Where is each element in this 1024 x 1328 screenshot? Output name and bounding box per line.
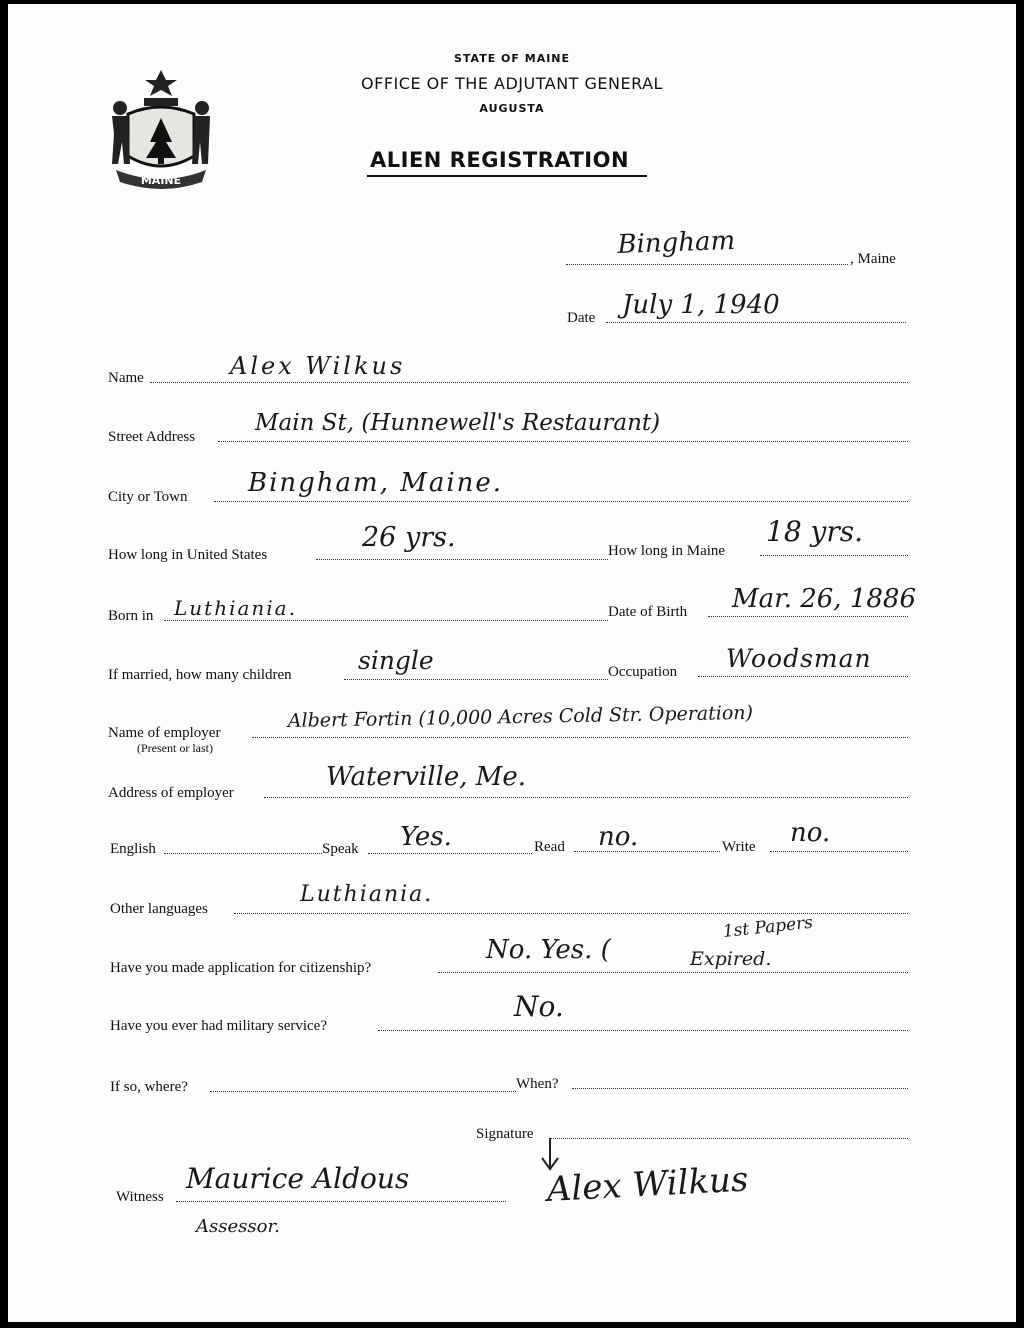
witness-line <box>176 1201 506 1202</box>
citizenship-value[interactable]: No. Yes. ( <box>486 935 611 965</box>
dob-line <box>708 616 908 617</box>
born-in-label: Born in <box>108 608 154 624</box>
when-label: When? <box>516 1076 559 1092</box>
read-line <box>574 851 720 852</box>
speak-line <box>368 853 532 854</box>
married-value[interactable]: single <box>358 646 434 675</box>
occupation-line <box>698 676 908 677</box>
military-line <box>378 1030 908 1031</box>
employer-value[interactable]: Albert Fortin (10,000 Acres Cold Str. Operation) <box>287 701 754 732</box>
name-label: Name <box>108 370 144 386</box>
occupation-value[interactable]: Woodsman <box>726 644 872 673</box>
citizenship-expired[interactable]: Expired. <box>690 948 772 970</box>
name-value[interactable]: Alex Wilkus <box>230 352 406 380</box>
date-label: Date <box>567 310 596 326</box>
employer-note: (Present or last) <box>137 741 213 755</box>
witness-title: Assessor. <box>196 1216 280 1237</box>
date-value[interactable]: July 1, 1940 <box>622 290 780 320</box>
how-long-maine-line <box>760 555 908 556</box>
witness-label: Witness <box>116 1189 164 1205</box>
city-header: AUGUSTA <box>479 102 545 115</box>
town-value[interactable]: Bingham <box>616 225 736 260</box>
married-line <box>344 679 608 680</box>
how-long-us-value[interactable]: 26 yrs. <box>362 522 456 553</box>
employer-address-value[interactable]: Waterville, Me. <box>326 762 527 792</box>
city-value[interactable]: Bingham, Maine. <box>248 468 504 498</box>
other-languages-value[interactable]: Luthiania. <box>300 882 434 907</box>
signature-line <box>550 1138 908 1139</box>
employer-address-line <box>264 797 908 798</box>
where-label: If so, where? <box>110 1079 188 1095</box>
title-underline <box>367 175 647 177</box>
signature-label: Signature <box>476 1126 534 1142</box>
city-label: City or Town <box>108 489 188 505</box>
state-header: STATE OF MAINE <box>453 52 571 65</box>
english-label: English <box>110 841 156 857</box>
city-line <box>214 501 908 502</box>
office-header: OFFICE OF THE ADJUTANT GENERAL <box>361 74 663 93</box>
dob-value[interactable]: Mar. 26, 1886 <box>732 584 917 614</box>
military-label: Have you ever had military service? <box>110 1018 327 1034</box>
maine-label: , Maine <box>850 251 896 267</box>
how-long-maine-label: How long in Maine <box>608 543 726 559</box>
arrow-down-icon <box>538 1136 562 1172</box>
occupation-label: Occupation <box>608 664 678 680</box>
military-value[interactable]: No. <box>514 990 564 1023</box>
born-in-line <box>164 620 608 621</box>
married-label: If married, how many children <box>108 667 292 683</box>
street-label: Street Address <box>108 429 196 445</box>
speak-value[interactable]: Yes. <box>400 822 452 852</box>
read-label: Read <box>534 839 565 855</box>
speak-label: Speak <box>322 841 359 857</box>
witness-value[interactable]: Maurice Aldous <box>186 1162 410 1195</box>
write-label: Write <box>722 839 756 855</box>
employer-address-label: Address of employer <box>108 785 234 801</box>
citizenship-label: Have you made application for citizenship? <box>110 960 372 976</box>
town-line <box>566 264 848 265</box>
street-value[interactable]: Main St, (Hunnewell's Restaurant) <box>255 410 661 436</box>
street-line <box>218 441 908 442</box>
form-title: ALIEN REGISTRATION <box>370 148 630 172</box>
dob-label: Date of Birth <box>608 604 688 620</box>
english-line <box>164 853 322 854</box>
citizenship-papers[interactable]: 1st Papers <box>721 912 814 942</box>
signature-value[interactable]: Alex Wilkus <box>545 1159 750 1210</box>
born-in-value[interactable]: Luthiania. <box>174 596 297 620</box>
write-line <box>770 851 908 852</box>
other-languages-label: Other languages <box>110 901 208 917</box>
read-value[interactable]: no. <box>598 822 639 852</box>
how-long-us-line <box>316 559 608 560</box>
when-line <box>572 1088 908 1089</box>
date-line <box>606 322 906 323</box>
employer-label: Name of employer <box>108 725 221 741</box>
write-value[interactable]: no. <box>790 818 831 848</box>
how-long-maine-value[interactable]: 18 yrs. <box>766 515 864 548</box>
employer-line <box>252 737 908 738</box>
where-line <box>210 1091 516 1092</box>
name-line <box>150 382 908 383</box>
svg-text:MAINE: MAINE <box>140 174 182 187</box>
how-long-us-label: How long in United States <box>108 547 268 563</box>
citizenship-line <box>438 972 908 973</box>
